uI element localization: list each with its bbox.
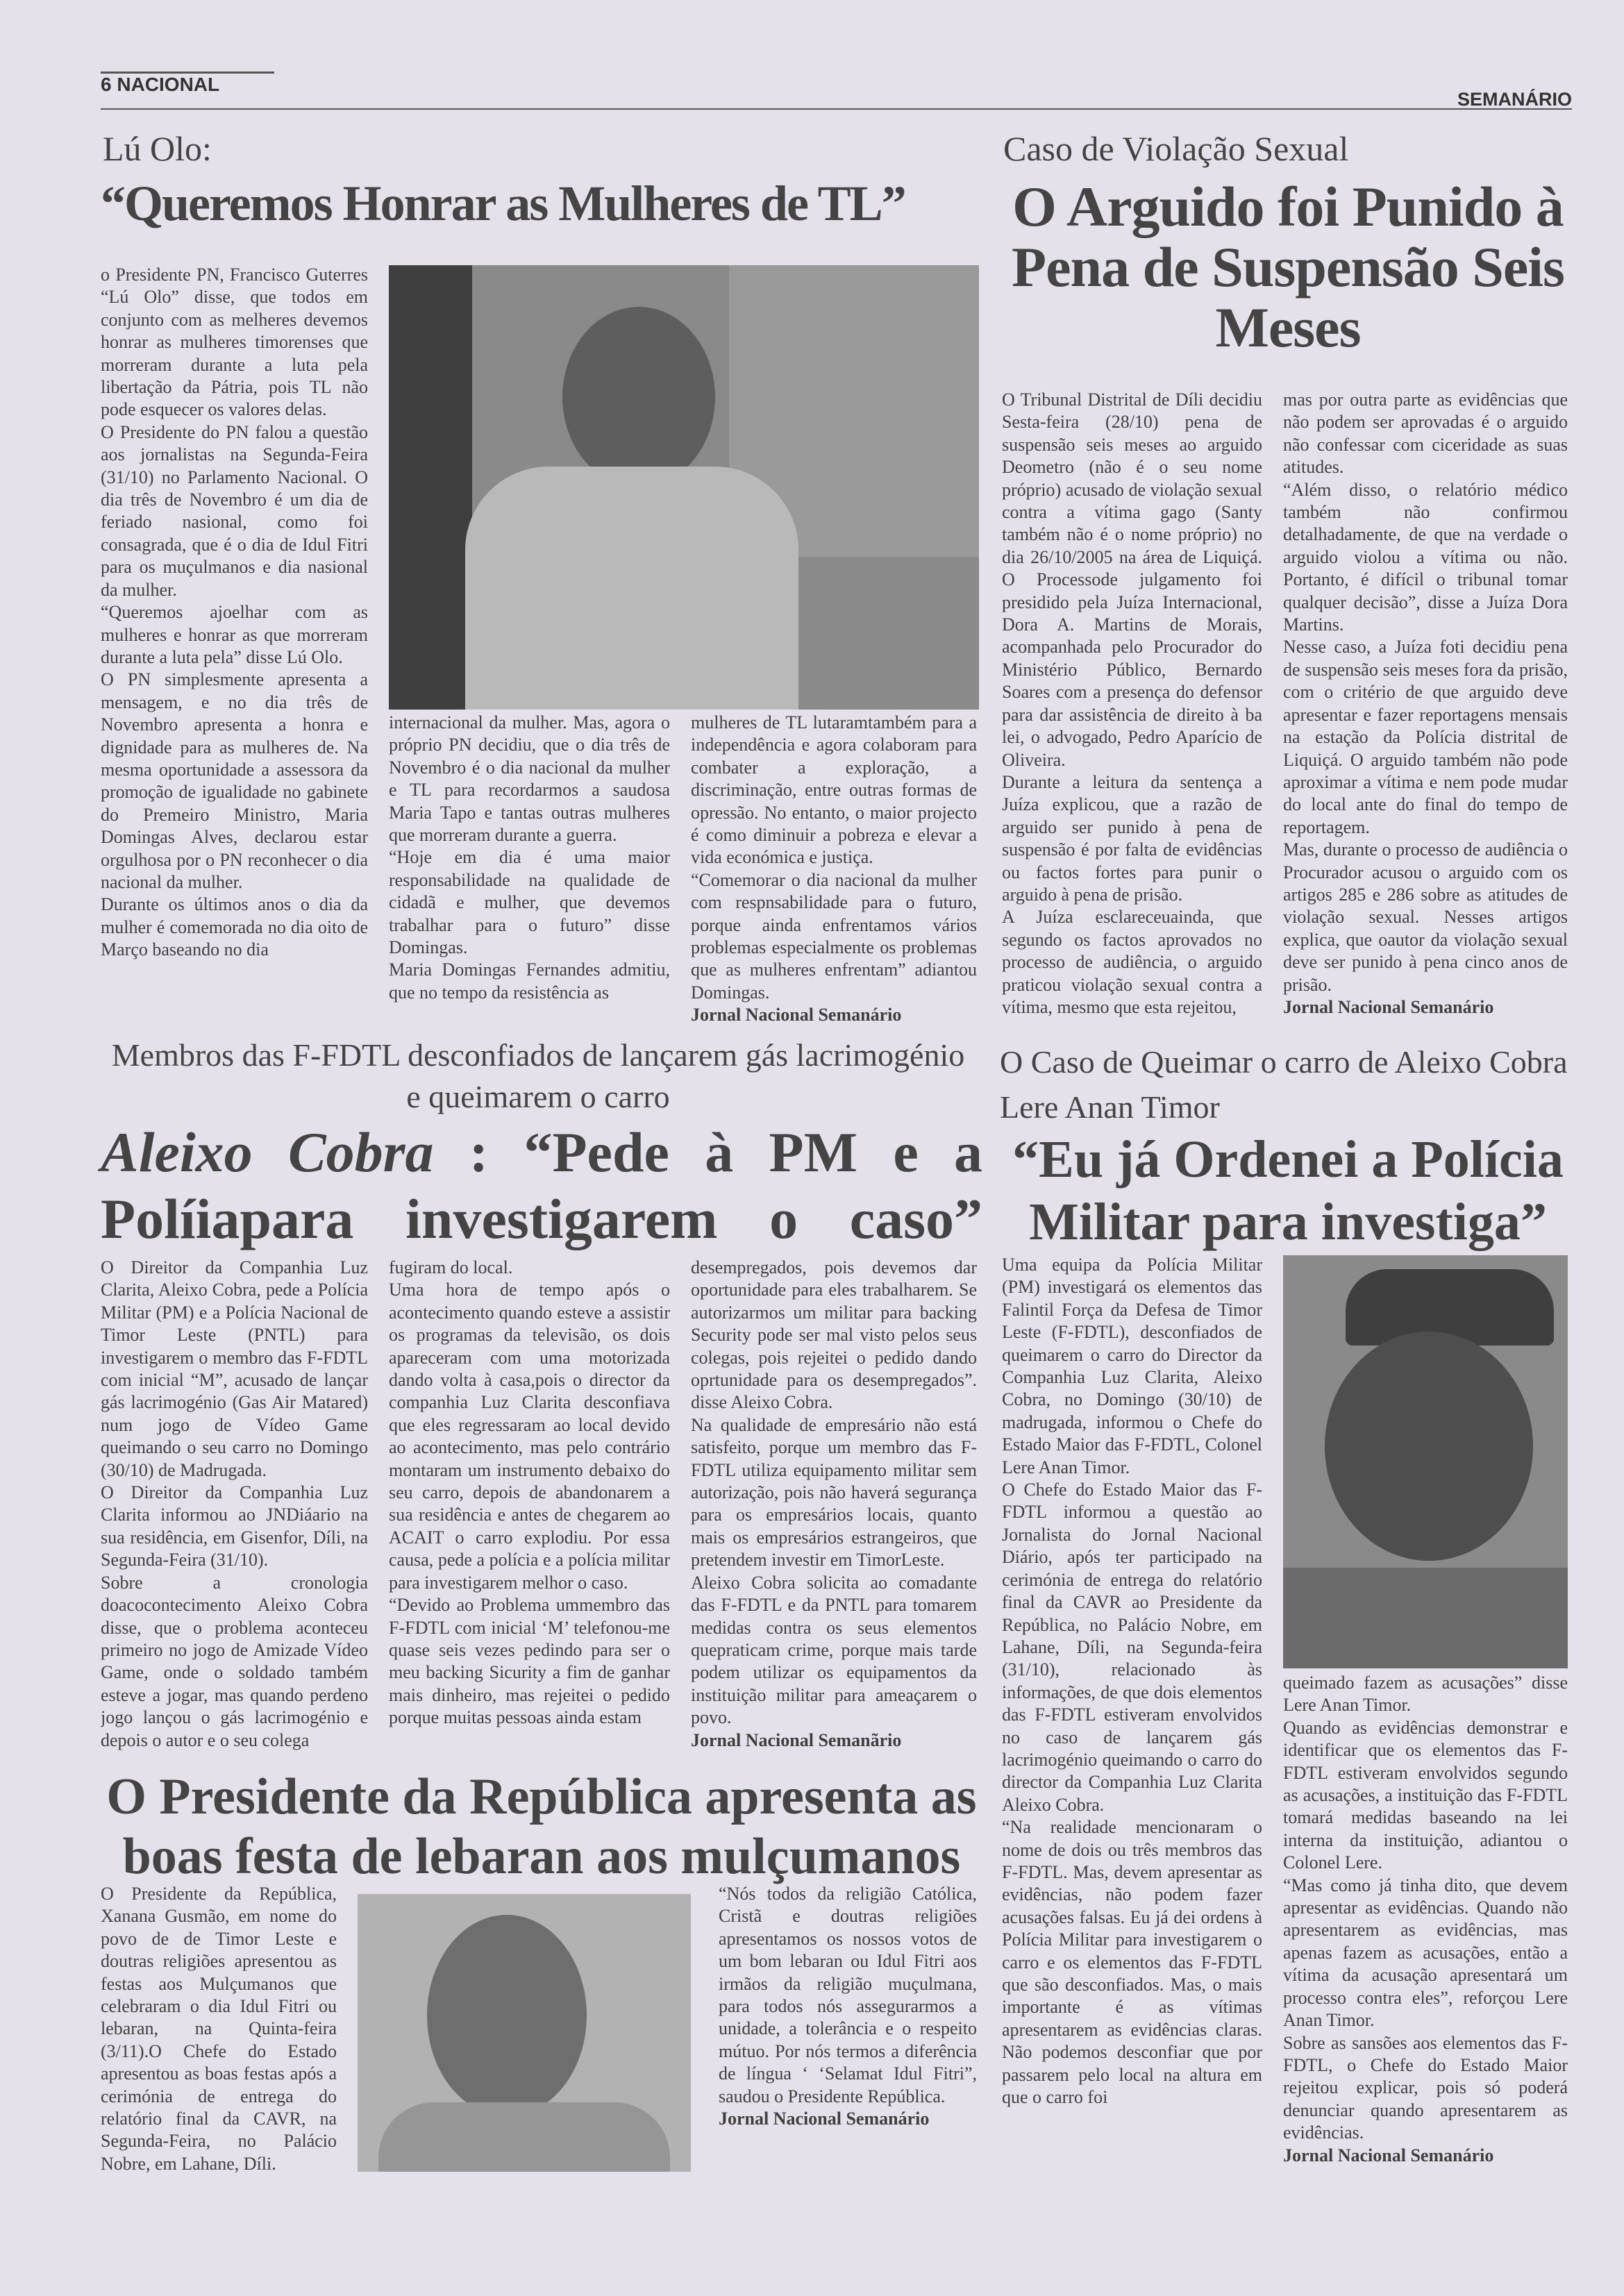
article2-col1-text: O Tribunal Distrital de Díli decidiu Sesta-feira (28/10) pena de suspensão seis meses ao arguido Deometro (não é o seu nome próprio) acusado de violação sexual contra a vítima gago (Santy também não é o nome próprio) no dia 26/10/2005 na área de Liquiçá. O Processode julgamento foi presidido pela Juíza Internacional, Dora A. Martins de Morais, acompanhada pelo Procurador do Ministério Público, Bernardo Soares com a presença do defensor para dar assistência de direito à ba lei, o advogado, Pedro Aparício de Oliveira. Durante a leitura da sentença a Juíza explicou, que a razão de arguido ser punido à pena de suspensão é por falta de evidências ou factos fortes para punir o arguido à pena de prisão. A Juíza esclareceuainda, que segundo os factos aprovados no processo de audiência, o arguido praticou violação sexual contra a vítima, mesmo que esta rejeitou, — [1002, 389, 1262, 1017]
article1-kicker: Lú Olo: — [103, 129, 212, 168]
article1-col1-text: o Presidente PN, Francisco Guterres “Lú Olo” disse, que todos em conjunto com as melheres devemos honrar as mulheres timorenses que morreram durante a luta pela libertação da Pátria, pois TL não pode esquecer os valores delas. O Presidente do PN falou a questão aos jornalistas na Segunda-Feira (31/10) no Parlamento Nacional. O dia três de Novembro é um dia de feriado nasional, como foi consagrada, que é o dia de Idul Fitri para os muçulmanos e dia nasional da mulher. “Queremos ajoelhar com as mulheres e honrar as que morreram durante a luta pela” disse Lú Olo. O PN simplesmente apresenta a mensagem, e no dia três de Novembro apresenta a honra e dignidade para as mulheres de. Na mesma oportunidade a assessora da promoção de igualidade no gabinete do Premeiro Ministro, Maria Domingas Alves, declarou estar orgulhosa por o PN reconhecer o dia nacional da mulher. Durante os últimos anos o dia da mulher é comemorada no dia oito de Março baseando no dia — [101, 265, 368, 960]
photo-lu-olo-shirt — [465, 467, 798, 710]
article5-col2-text: “Nós todos da religião Católica, Cristã e doutras religiões apresentamos os nossos votos de um bom lebaran ou Idul Fitri aos irmãos da religião muçulmana, para todos nós assegurarmos a unidade, a tolerância e o respeito mútuo. Por nós termos a diferência de língua ‘ ‘Selamat Idul Fitri”, saudou o Presidente República. — [719, 1884, 977, 2106]
article3-col1 — [101, 1257, 368, 1765]
photo-xanana-gusmao — [358, 1894, 691, 2172]
article3-kicker: Membros das F-FDTL desconfiados de lançarem gás lacrimogénio e queimarem o carro — [111, 1037, 965, 1114]
article1-headline: “Queremos Honrar as Mulheres de TL” — [101, 176, 905, 231]
article3-signature: Jornal Nacional Semanãrio — [691, 1729, 902, 1750]
article3-col3 — [691, 1257, 977, 1765]
photo-lu-olo-head — [562, 307, 715, 487]
article5-col2 — [719, 1883, 977, 2188]
article3-headline-quote: : “Pede à PM e a Políiapara investigarem o caso” — [101, 1121, 983, 1250]
article2-col2 — [1283, 389, 1568, 1034]
article4-col2-text: queimado fazem as acusações” disse Lere Anan Timor. Quando as evidências demonstrar e identificar que os elementos das F-FDTL estiveram envolvidos segundo as acusações, a instituição das F-FDTL tomará medidas baseando na lei interna da instituição, adiantou o Colonel Lere. “Mas como já tinha dito, que devem apresentar as evidências. Quando não apresentarem as evidências, mas apenas fazem as acusações, então a vítima da acusação apresentará um processo contra eles”, reforçou Lere Anan Timor. Sobre as sansões aos elementos das F-FDTL, o Chefe do Estado Maior rejeitou explicar, pois só poderá denunciar quando apresentarem as evidências. — [1283, 1673, 1568, 2143]
header-rule — [101, 108, 1572, 110]
article1-col3 — [691, 712, 977, 1033]
article2-headline: O Arguido foi Punido à Pena de Suspensão Seis Meses — [1012, 175, 1564, 359]
article3-headline-name: Aleixo Cobra — [101, 1121, 434, 1184]
article3-headline — [101, 1119, 982, 1252]
article2-col1 — [1002, 389, 1262, 1034]
article5-headline: O Presidente da República apresenta as boas festa de lebaran aos mulçumanos — [106, 1768, 977, 1885]
photo-lu-olo-shadow — [389, 265, 472, 710]
article3-col2-text: fugiram do local. Uma hora de tempo após o acontecimento quando esteve a assistir os programas da televisão, os dois apareceram com uma motorizada dando volta à casa,pois o director da companhia Luz Clarita desconfiava que eles regressaram ao local devido ao acontecimento, mas pelo contrário montaram um instrumento debaixo do seu carro, depois de abandonarem a sua residência e antes de chegarem ao ACAIT o carro explodiu. Por essa causa, pede a polícia e a polícia militar para investigarem melhor o caso. “Devido ao Problema ummembro das F-FDTL com inicial ‘M’ telefonou-me quase seis vezes pedindo para ser o meu backing Sicurity a fim de ganhar mais dinheiro, mas rejeitei o pedido porque muitas pessoas ainda estam — [389, 1257, 670, 1728]
article1-col1 — [101, 264, 368, 1033]
article1-signature: Jornal Nacional Semanário — [691, 1005, 902, 1025]
article1-col3-text: mulheres de TL lutaramtambém para a independência e agora colaboram para combater a exploração, a discriminação, entre outras formas de opressão. No entanto, o maior projecto é como diminuir a pobreza e elevar a vida económica e justiça. “Comemorar o dia nacional da mulher com respnsabilidade para o futuro, porque ainda enfrentamos vários problemas especialmente os problemas que as mulheres enfrentam” adiantou Domingas. — [691, 712, 977, 1003]
article4-col1-text: Uma equipa da Polícia Militar (PM) investigará os elementos das Falintil Força da Defesa de Timor Leste (F-FDTL), desconfiados de queimarem o carro do Director da Companhia Luz Clarita, Aleixo Cobra, no Domingo (30/10) de madrugada, informou o Chefe do Estado Maior das F-FDTL, Colonel Lere Anan Timor. O Chefe do Estado Maior das F-FDTL informou a questão ao Jornalista do Jornal Nacional Diário, após ter participado na cerimónia de entrega do relatório final da CAVR ao Presidente da República, no Palácio Nobre, em Lahane, Díli, na Segunda-feira (31/10), relacionado às informações, de que dois elementos das F-FDTL estiveram envolvidos no caso de lançarem gás lacrimogénio queimando o carro do director da Companhia Luz Clarita Aleixo Cobra. “Na realidade mencionaram o nome de dois ou três membros das F-FDTL. Mas, devem apresentar as evidências, não podem fazer acusações falsas. Eu já dei ordens à Polícia Militar para investigarem o carro e os elementos das F-FDTL que são desconfiados. Mas, o mais importante é as vítimas apresentarem as evidências claras. Não podemos desconfiar que por passarem pelo local na altura em que o carro foi — [1002, 1255, 1262, 2108]
article1-col2 — [389, 712, 670, 1033]
article4-col2 — [1283, 1672, 1568, 2189]
article2-col2-text: mas por outra parte as evidências que não podem ser aprovadas é o arguido não confessar com ciceridade as suas atitudes. “Além disso, o relatório médico também não confirmou detalhadamente, de que na verdade o arguido violou a vítima ou não. Portanto, é difícil o tribunal tomar qualquer decisão”, disse a Juíza Dora Martins. Nesse caso, a Juíza foti decidiu pena de suspensão seis meses fora da prisão, com o critério de que arguido deve apresentar e fazer reportagens mensais na estação da Polícia distrital de Liquiçá. O arguido também não pode aproximar a vítima e nem pode mudar do local ante do final do tempo de reportagem. Mas, durante o processo de audiência o Procurador acusou o arguido com os artigos 285 e 286 sobre as atitudes de violação sexual. Nesses artigos explica, que oautor da violação sexual deve ser punido à pena cinco anos de prisão. — [1283, 389, 1568, 995]
photo-xanana-head — [427, 1915, 587, 2116]
article3-col3-text: desempregados, pois devemos dar oportunidade para eles trabalharem. Se autorizarmos um militar para backing Security pode ser mal visto pelos seus colegas, pois rejeitei o pedido dando oprtunidade para os desempregados”. disse Aleixo Cobra. Na qualidade de empresário não está satisfeito, porque um membro das F-FDTL utiliza equipamento militar sem autorização, pois não haverá segurança para os empresários locais, quanto mais os empresários estrangeiros, que pretendem investir em TimorLeste. Aleixo Cobra solicita ao comadante das F-FDTL e da PNTL para tomarem medidas contra os seus elementos quepraticam crime, porque mais tarde podem utilizar os equipamentos da instituição militar para ameaçarem o povo. — [691, 1257, 977, 1728]
photo-lere-uniform — [1283, 1568, 1568, 1668]
article4-kicker2: Lere Anan Timor — [1000, 1089, 1220, 1125]
article4-signature: Jornal Nacional Semanário — [1283, 2145, 1494, 2165]
article2-signature: Jornal Nacional Semanário — [1283, 996, 1494, 1017]
masthead-label: SEMANÁRIO — [1457, 89, 1572, 110]
photo-lere-head — [1325, 1332, 1533, 1561]
article1-col2-text: internacional da mulher. Mas, agora o próprio PN decidiu, que o dia três de Novembro é o dia nacional da mulher e TL para recordarmos a saudosa Maria Tapo e tantas outras mulheres que morreram durante a guerra. “Hoje em dia é uma maior responsabilidade na qualidade de cidadã e mulher, que devemos trabalhar para o futuro” disse Domingas. Maria Domingas Fernandes admitiu, que no tempo da resistência as — [389, 712, 670, 1003]
article5-col1 — [101, 1883, 337, 2188]
article4-kicker1: O Caso de Queimar o carro de Aleixo Cobra — [1000, 1044, 1568, 1080]
photo-lere-anan-timor — [1283, 1255, 1568, 1668]
article3-col1-text: O Direitor da Companhia Luz Clarita, Aleixo Cobra, pede a Polícia Militar (PM) e a Polícia Nacional de Timor Leste (PNTL) para investigarem o membro das F-FDTL com inicial “M”, acusado de lançar gás lacrimogénio (Gas Air Matared) num jogo de Vídeo Game queimando o seu carro no Domingo (30/10) de Madrugada. O Direitor da Companhia Luz Clarita informou ao JNDiáario na sua residência, em Gisenfor, Díli, na Segunda-Feira (31/10). Sobre a cronologia doacocontecimento Aleixo Cobra disse, que o problema aconteceu primeiro no jogo de Amizade Vídeo Game, onde o soldado também esteve a jogar, mas quando perdeno jogo lançou o gás lacrimogénio e depois o autor e o seu colega — [101, 1257, 368, 1750]
article4-headline: “Eu já Ordenei a Polícia Militar para investiga” — [1012, 1130, 1564, 1251]
section-label: 6 NACIONAL — [101, 74, 220, 95]
article4-col1 — [1002, 1254, 1262, 2188]
article5-signature: Jornal Nacional Semanário — [719, 2109, 930, 2129]
article2-kicker: Caso de Violação Sexual — [1003, 129, 1349, 168]
article5-col1-text: O Presidente da República, Xanana Gusmão, em nome do povo de de Timor Leste e doutras religiões apresentou as festas aos Mulçumanos que celebraram o dia Idul Fitri ou lebaran, na Quinta-feira (3/11).O Chefe do Estado apresentou as boas festas após a cerimónia de entrega do relatório final da CAVR, na Segunda-Feira, no Palácio Nobre, em Lahane, Díli. — [101, 1884, 337, 2174]
photo-lu-olo — [389, 265, 979, 710]
photo-xanana-shoulders — [378, 2102, 670, 2172]
article3-col2 — [389, 1257, 670, 1765]
